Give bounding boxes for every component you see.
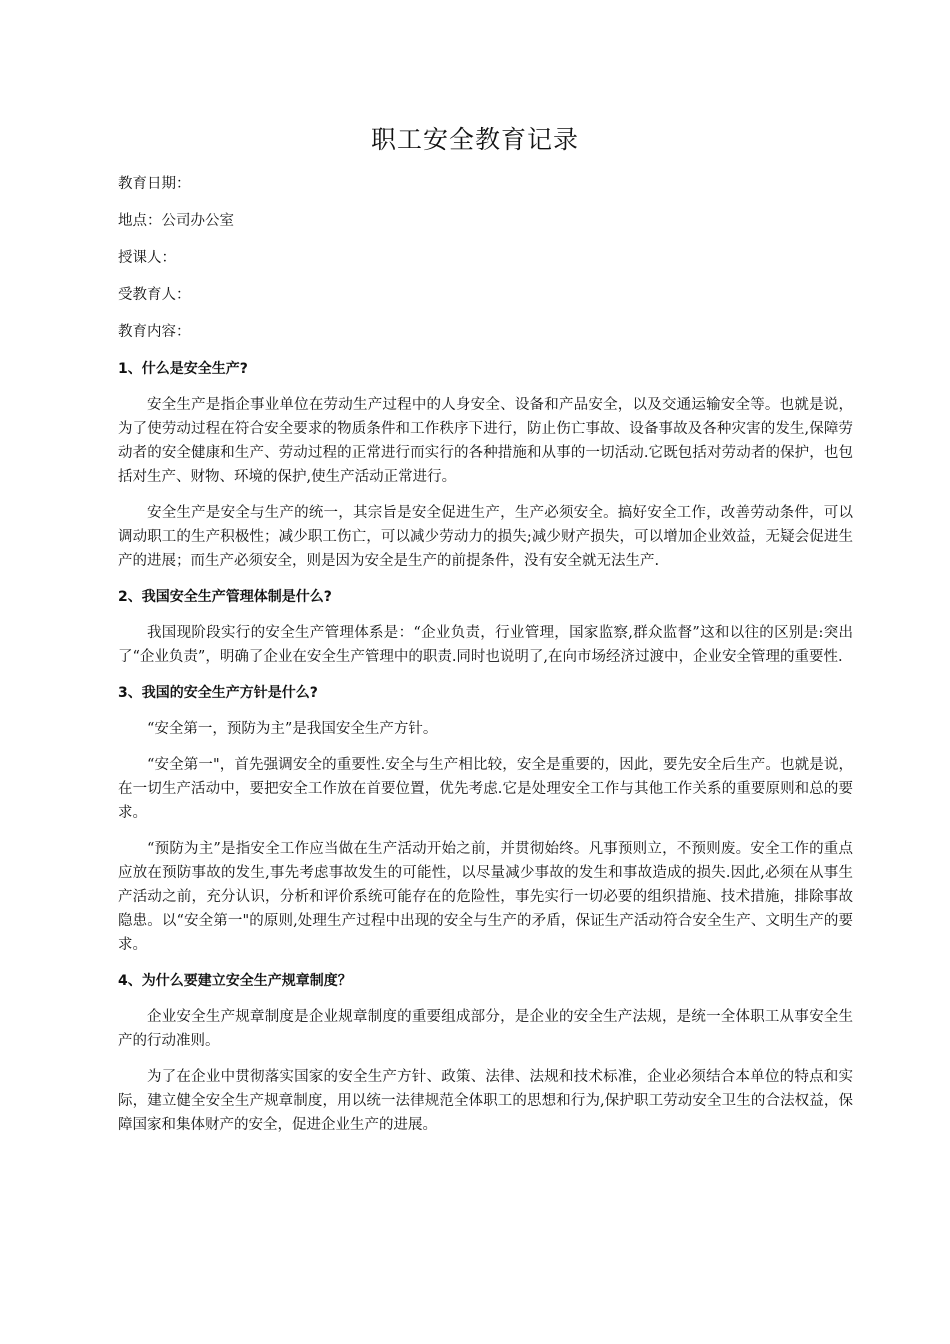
trainees-line: 受教育人：	[118, 287, 191, 303]
content-label-line: 教育内容：	[118, 324, 191, 340]
document-title: 职工安全教育记录	[370, 125, 579, 154]
education-date-line: 教育日期：	[118, 176, 191, 192]
paragraph: 安全生产是安全与生产的统一，其宗旨是安全促进生产，生产必须安全。搞好安全工作，改善劳动条件，可以调动职工的生产积极性；减少职工伤亡，可以减少劳动力的损失;减少财产损失，可以增加企业效益，无疑会促进生产的进展；而生产必须安全，则是因为安全是生产的前提条件，没有安全就无法生产.	[118, 505, 853, 569]
section-heading: 3、我国的安全生产方针是什么?	[118, 685, 318, 701]
section-heading: 4、为什么要建立安全生产规章制度？	[118, 973, 352, 989]
document-body	[118, 172, 853, 1149]
section-4	[118, 969, 853, 1137]
paragraph: 为了在企业中贯彻落实国家的安全生产方针、政策、法律、法规和技术标准，企业必须结合本单位的特点和实际，建立健全安全生产规章制度，用以统一法律规范全体职工的思想和行为,保护职工劳动安全卫生的合法权益，保障国家和集体财产的安全，促进企业生产的进展。	[118, 1069, 853, 1133]
paragraph: 我国现阶段实行的安全生产管理体系是：“企业负责，行业管理，国家监察,群众监督”这和以往的区别是:突出了“企业负责”，明确了企业在安全生产管理中的职责.同时也说明了,在向市场经济过渡中，企业安全管理的重要性.	[118, 625, 853, 665]
paragraph: 企业安全生产规章制度是企业规章制度的重要组成部分，是企业的安全生产法规，是统一全体职工从事安全生产的行动准则。	[118, 1009, 853, 1049]
instructor-line: 授课人：	[118, 250, 176, 266]
section-heading: 2、我国安全生产管理体制是什么?	[118, 589, 332, 605]
section-1	[118, 357, 853, 573]
paragraph: 安全生产是指企事业单位在劳动生产过程中的人身安全、设备和产品安全，以及交通运输安全等。也就是说，为了使劳动过程在符合安全要求的物质条件和工作秩序下进行，防止伤亡事故、设备事故及各种灾害的发生,保障劳动者的安全健康和生产、劳动过程的正常进行而实行的各种措施和从事的一切活动.它既包括对劳动者的保护，也包括对生产、财物、环境的保护,使生产活动正常进行。	[118, 397, 853, 485]
meta-block	[118, 172, 853, 344]
section-2	[118, 585, 853, 669]
location-line: 地点：公司办公室	[118, 213, 234, 229]
paragraph: “安全第一"，首先强调安全的重要性.安全与生产相比较，安全是重要的，因此，要先安全后生产。也就是说，在一切生产活动中，要把安全工作放在首要位置，优先考虑.它是处理安全工作与其他工作关系的重要原则和总的要求。	[118, 757, 853, 821]
paragraph: “预防为主”是指安全工作应当做在生产活动开始之前，并贯彻始终。凡事预则立，不预则废。安全工作的重点应放在预防事故的发生,事先考虑事故发生的可能性，以尽量减少事故的发生和事故造成的损失.因此,必须在从事生产活动之前，充分认识，分析和评价系统可能存在的危险性，事先实行一切必要的组织措施、技术措施，排除事故隐患。以“安全第一"的原则,处理生产过程中出现的安全与生产的矛盾，保证生产活动符合安全生产、文明生产的要求。	[118, 841, 853, 953]
section-3	[118, 681, 853, 957]
section-heading: 1、什么是安全生产?	[118, 361, 248, 377]
paragraph: “安全第一，预防为主”是我国安全生产方针。	[147, 721, 438, 737]
